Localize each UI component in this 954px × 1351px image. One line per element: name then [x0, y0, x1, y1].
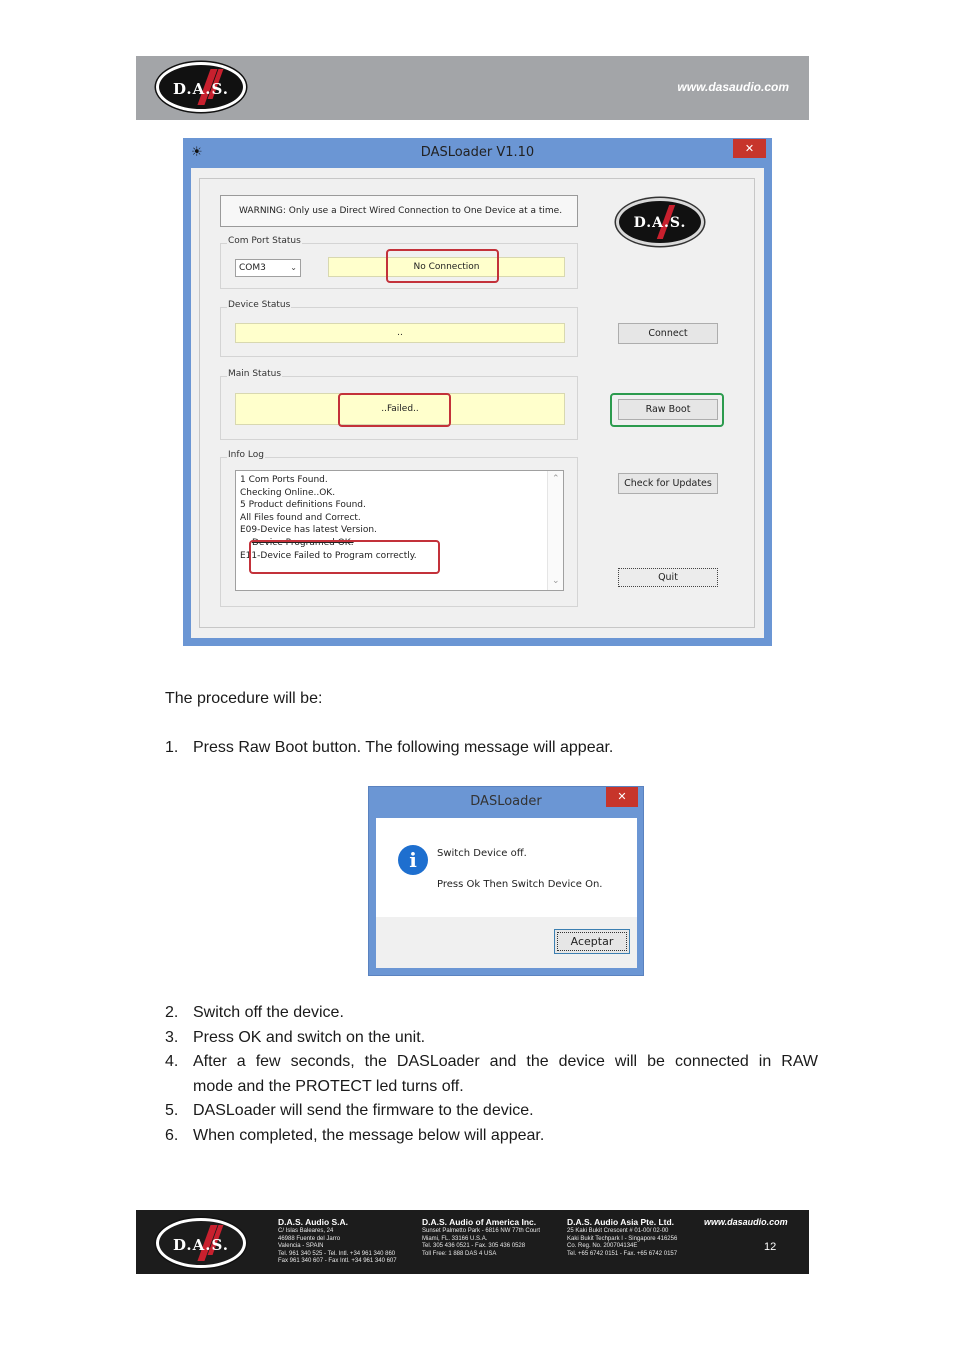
device-status-group: [220, 300, 578, 357]
ok-button[interactable]: Aceptar: [554, 929, 630, 954]
log-scrollbar[interactable]: [547, 471, 563, 590]
step-text-line2: mode and the PROTECT led turns off.: [193, 1078, 464, 1095]
com-port-label: Com Port Status: [228, 236, 301, 246]
footer-heading: D.A.S. Audio Asia Pte. Ltd.: [567, 1217, 675, 1227]
log-line: Checking Online..OK.: [240, 487, 336, 498]
scroll-down-icon: ⌄: [552, 576, 560, 587]
footer-line: 46988 Fuente del Jarro: [278, 1235, 341, 1242]
device-status-label: Device Status: [228, 300, 291, 310]
connect-button[interactable]: Connect: [618, 323, 718, 344]
footer-heading: D.A.S. Audio S.A.: [278, 1217, 349, 1227]
highlight-no-connection: [386, 249, 499, 283]
app-icon: ☀: [191, 145, 203, 160]
dialog-footer: [376, 917, 637, 968]
window-close-button[interactable]: ✕: [733, 139, 766, 158]
footer-line: Sunset Palmetto Park - 6816 NW 77th Court: [422, 1228, 541, 1234]
raw-boot-button[interactable]: Raw Boot: [618, 399, 718, 420]
footer-address-america: [422, 1217, 540, 1258]
highlight-raw-boot: [610, 393, 724, 427]
log-line: All Files found and Correct.: [240, 512, 361, 523]
main-status-field: ..Failed..: [235, 393, 565, 425]
com-port-value: COM3: [239, 263, 266, 273]
footer-line: C/ Islas Baleares, 24: [278, 1228, 334, 1234]
message-dialog: [368, 786, 644, 976]
step-number: 3.: [165, 1029, 179, 1046]
step-text: Press Raw Boot button. The following message will appear.: [193, 739, 614, 756]
page-header: [136, 56, 809, 120]
check-updates-button[interactable]: Check for Updates: [618, 473, 718, 494]
scroll-up-icon: ⌃: [552, 474, 560, 484]
header-url: www.dasaudio.com: [677, 80, 789, 94]
footer-address-spain: [278, 1217, 397, 1266]
step-number: 2.: [165, 1004, 179, 1021]
footer-line: Tel. +65 6742 0151 - Fax. +65 6742 0157: [567, 1250, 678, 1257]
logo-text: D.A.S.: [633, 215, 687, 231]
window-titlebar: [183, 138, 772, 168]
device-status-field: ..: [235, 323, 565, 343]
main-status-label: Main Status: [228, 369, 282, 379]
step-number: 6.: [165, 1127, 179, 1144]
page-footer: [136, 1210, 809, 1274]
com-port-select[interactable]: [235, 259, 301, 277]
com-status-field: No Connection: [328, 257, 565, 277]
footer-line: 25 Kaki Bukit Crescent # 01-00/ 02-00: [567, 1228, 669, 1234]
step-text: When completed, the message below will appear.: [193, 1127, 545, 1144]
step-number: 4.: [165, 1053, 179, 1070]
dialog-close-button[interactable]: ✕: [606, 787, 638, 807]
chevron-down-icon: ⌄: [290, 263, 297, 272]
footer-line: Toll Free: 1 888 DAS 4 USA: [422, 1250, 497, 1257]
step-text: Press OK and switch on the unit.: [193, 1029, 426, 1046]
dialog-message-line2: Press Ok Then Switch Device On.: [437, 879, 603, 890]
footer-line: Fax 961 340 607 - Fax Intl. +34 961 340 607: [278, 1258, 397, 1265]
footer-heading: D.A.S. Audio of America Inc.: [422, 1217, 537, 1227]
footer-line: Tel. 305 436 0521 - Fax. 305 436 0528: [422, 1243, 526, 1250]
das-logo: [156, 62, 246, 112]
page-number: 12: [764, 1241, 777, 1253]
intro-text: The procedure will be:: [165, 690, 323, 707]
info-log-label: Info Log: [228, 450, 264, 460]
footer-line: Kaki Bukit Techpark I - Singapore 416256: [567, 1235, 678, 1242]
highlight-error-log: [249, 540, 440, 574]
highlight-failed: [338, 393, 451, 427]
footer-url: www.dasaudio.com: [704, 1217, 788, 1227]
dialog-body: [376, 818, 637, 917]
footer-line: Valencia - SPAIN: [278, 1243, 324, 1250]
logo-text: D.A.S.: [172, 80, 230, 98]
log-line: E11-Device Failed to Program correctly.: [240, 550, 417, 561]
footer-line: Miami, FL. 33166 U.S.A.: [422, 1235, 488, 1242]
window-das-logo: [616, 198, 704, 246]
info-icon: i: [398, 845, 428, 875]
log-line: 5 Product definitions Found.: [240, 500, 366, 511]
dialog-title: DASLoader: [470, 794, 542, 809]
footer-das-logo: [156, 1218, 246, 1268]
footer-line: Co. Reg. No. 200704134E: [567, 1243, 638, 1250]
log-line: Device Programed OK.: [252, 537, 354, 548]
footer-address-asia: [567, 1217, 677, 1258]
step-text: DASLoader will send the firmware to the device.: [193, 1102, 534, 1119]
step-text: Switch off the device.: [193, 1004, 344, 1021]
footer-line: Tel. 961 340 525 - Tel. Intl. +34 961 340 860: [278, 1250, 396, 1257]
logo-text: D.A.S.: [172, 1236, 230, 1254]
step-number: 1.: [165, 739, 179, 756]
window-title: DASLoader V1.10: [420, 145, 535, 160]
dialog-message-line1: Switch Device off.: [437, 848, 527, 859]
quit-button[interactable]: Quit: [618, 568, 718, 587]
log-line: 1 Com Ports Found.: [240, 475, 328, 485]
step-number: 5.: [165, 1102, 179, 1119]
step-text-line1: After a few seconds, the DASLoader and the device will be connected in RAW: [193, 1053, 818, 1070]
warning-banner: WARNING: Only use a Direct Wired Connection to One Device at a time.: [220, 195, 578, 227]
log-line: E09-Device has latest Version.: [240, 525, 377, 536]
